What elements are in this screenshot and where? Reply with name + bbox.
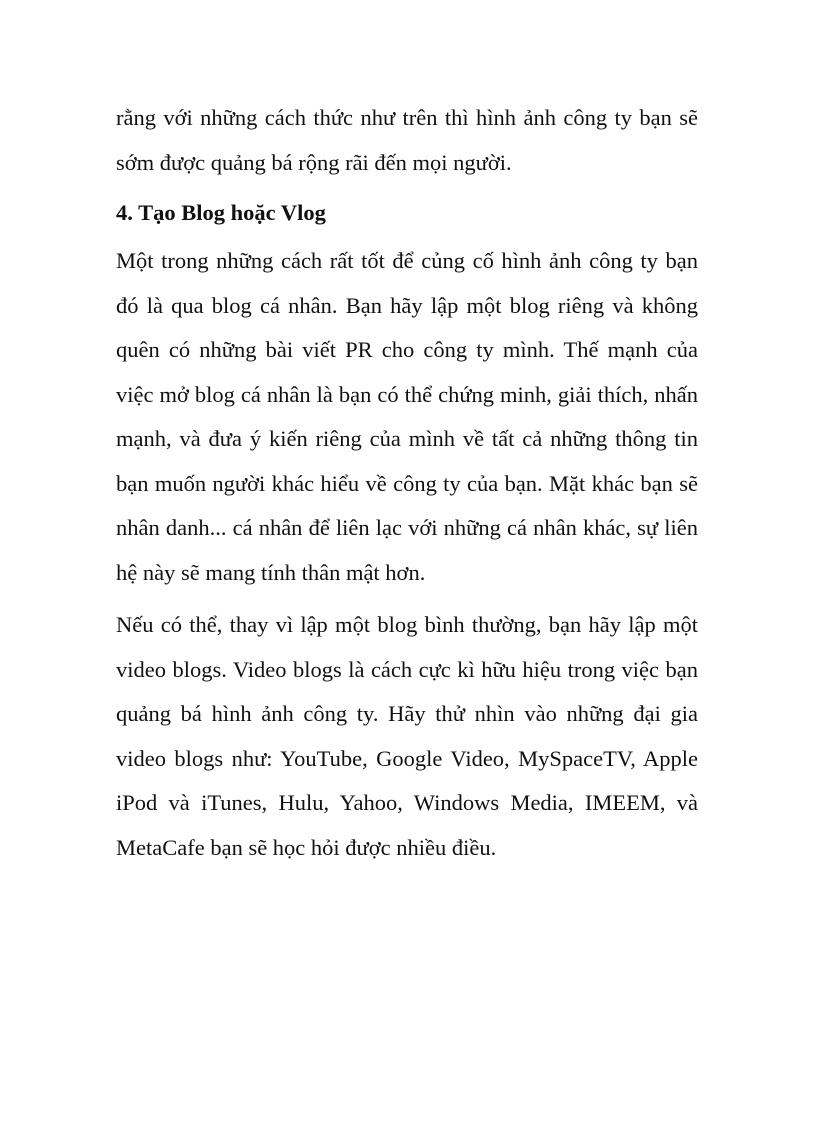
section-heading: 4. Tạo Blog hoặc Vlog <box>116 200 326 225</box>
intro-paragraph: rằng với những cách thức như trên thì hình ảnh công ty bạn sẽ sớm được quảng bá rộng rãi đến mọi người. <box>116 105 698 175</box>
section-paragraph-2: Nếu có thể, thay vì lập một blog bình thường, bạn hãy lập một video blogs. Video blogs là cách cực kì hữu hiệu trong việc bạn quảng bá hình ảnh công ty. Hãy thử nhìn vào những đại gia video blogs như: YouTube, Google Video, MySpaceTV, Apple iPod và iTunes, Hulu, Yahoo, Windows Media, IMEEM, và MetaCafe bạn sẽ học hỏi được nhiều điều. <box>116 612 698 860</box>
section-paragraph-1: Một trong những cách rất tốt để củng cố hình ảnh công ty bạn đó là qua blog cá nhân. Bạn hãy lập một blog riêng và không quên có những bài viết PR cho công ty mình. Thế mạnh của việc mở blog cá nhân là bạn có thể chứng minh, giải thích, nhấn mạnh, và đưa ý kiến riêng của mình về tất cả những thông tin bạn muốn người khác hiểu về công ty của bạn. Mặt khác bạn sẽ nhân danh... cá nhân để liên lạc với những cá nhân khác, sự liên hệ này sẽ mang tính thân mật hơn. <box>116 248 698 585</box>
document-body <box>116 96 698 870</box>
